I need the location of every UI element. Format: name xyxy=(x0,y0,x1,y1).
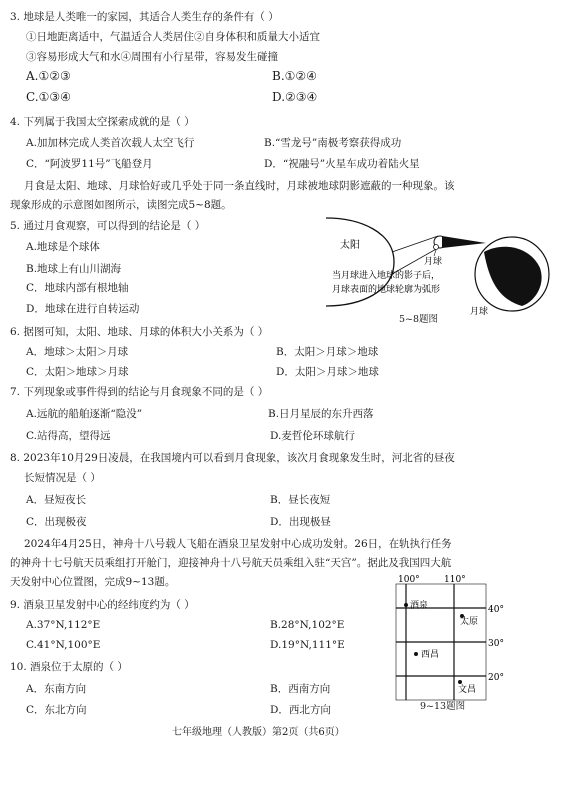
q7-option-b: B.日月星辰的东升西落 xyxy=(268,408,374,420)
moon-small-label: 月球 xyxy=(424,257,443,267)
earth-shadow xyxy=(442,236,486,248)
intro-9-13-line1: 2024年4月25日，神舟十八号载人飞船在酒泉卫星发射中心成功发射。26日，在轨执行任务 xyxy=(24,538,452,550)
q8-stem-line2: 长短情况是（ ） xyxy=(24,472,101,484)
q10-stem: 10. 酒泉位于太原的（ ） xyxy=(10,661,128,673)
map-9-13-caption: 9~13题图 xyxy=(420,701,466,712)
lat-30-label: 30° xyxy=(488,639,504,649)
q8-option-c: C．出现极夜 xyxy=(26,516,87,528)
q9-option-a: A.37°N,112°E xyxy=(26,619,101,631)
q4-option-c: C．“阿波罗11号”飞船登月 xyxy=(26,158,153,170)
q3-option-b: B.①②④ xyxy=(272,69,317,83)
q10-option-b: B．西南方向 xyxy=(270,683,331,695)
jiuquan-label: 酒泉 xyxy=(410,601,429,611)
page-footer: 七年级地理（人教版）第2页（共6页） xyxy=(172,727,345,738)
q7-option-a: A.远航的船舶逐渐“隐没” xyxy=(26,408,143,420)
q9-option-c: C.41°N,100°E xyxy=(26,639,101,651)
q9-option-b: B.28°N,102°E xyxy=(270,619,345,631)
q7-option-c: C.站得高，望得远 xyxy=(26,430,111,442)
q7-stem: 7. 下列现象或事件得到的结论与月食现象不同的是（ ） xyxy=(10,386,269,398)
q3-statement-line1: ①日地距离适中，气温适合人类居住②自身体积和质量大小适宜 xyxy=(26,31,320,43)
q6-option-b: B．太阳＞月球＞地球 xyxy=(276,346,379,358)
q10-option-a: A．东南方向 xyxy=(26,683,87,695)
q4-option-d: D．“祝融号”火星车成功着陆火星 xyxy=(264,158,420,170)
intro-9-13-line2: 的神舟十七号航天员乘组打开舱门，迎接神舟十八号航天员乘组入驻“天宫”。据此及我国四大航 xyxy=(10,557,452,569)
launch-center-map xyxy=(382,572,504,712)
q10-option-d: D．西北方向 xyxy=(270,704,331,716)
q5-option-c: C．地球内部有根地轴 xyxy=(26,282,129,294)
q4-option-b: B.“雪龙号”南极考察获得成功 xyxy=(264,137,402,149)
fig-5-8-caption: 5~8题图 xyxy=(399,314,439,325)
eclipse-note-line1: 当月球进入地球的影子后， xyxy=(332,271,441,281)
lat-20-label: 20° xyxy=(488,673,504,683)
lon-110-label: 110° xyxy=(444,575,466,585)
q7-option-d: D.麦哲伦环球航行 xyxy=(270,430,355,442)
q4-option-a: A.加加林完成人类首次载人太空飞行 xyxy=(26,137,195,149)
q3-option-d: D.②③④ xyxy=(272,90,318,104)
q3-statement-line2: ③容易形成大气和水④周围有小行星带，容易发生碰撞 xyxy=(26,51,278,63)
q5-option-d: D．地球在进行自转运动 xyxy=(26,303,140,315)
q5-option-a: A.地球是个球体 xyxy=(26,241,100,253)
moon-label: 月球 xyxy=(470,307,489,317)
q9-option-d: D.19°N,111°E xyxy=(270,639,345,651)
q6-option-d: D．太阳＞月球＞地球 xyxy=(276,366,379,378)
lunar-eclipse-diagram xyxy=(326,216,566,326)
sun-label: 太阳 xyxy=(340,240,360,251)
q9-stem: 9. 酒泉卫星发射中心的经纬度约为（ ） xyxy=(10,599,195,611)
q8-option-b: B．昼长夜短 xyxy=(270,494,331,506)
intro-5-8-line2: 现象形成的示意图如图所示，读图完成5~8题。 xyxy=(10,199,232,211)
q6-option-c: C．太阳＞地球＞月球 xyxy=(26,366,129,378)
intro-9-13-line3: 天发射中心位置图，完成9~13题。 xyxy=(10,576,176,588)
eclipse-note-line2: 月球表面的地球轮廓为弧形 xyxy=(332,285,441,295)
q4-stem: 4. 下列属于我国太空探索成就的是（ ） xyxy=(10,116,195,128)
lat-40-label: 40° xyxy=(488,605,504,615)
q3-option-a: A.①②③ xyxy=(26,69,71,83)
lon-100-label: 100° xyxy=(398,575,420,585)
wenchang-label: 文昌 xyxy=(458,685,477,695)
q8-option-d: D．出现极昼 xyxy=(270,516,331,528)
q3-option-c: C.①③④ xyxy=(26,90,71,104)
q8-option-a: A．昼短夜长 xyxy=(26,494,87,506)
q3-stem: 3. 地球是人类唯一的家园，其适合人类生存的条件有（ ） xyxy=(10,11,279,23)
q5-stem: 5. 通过月食观察，可以得到的结论是（ ） xyxy=(10,220,206,232)
intro-5-8-line1: 月食是太阳、地球、月球恰好或几乎处于同一条直线时，月球被地球阴影遮蔽的一种现象。该 xyxy=(24,180,455,192)
q5-option-b: B.地球上有山川湖海 xyxy=(26,263,122,275)
q6-stem: 6. 据图可知，太阳、地球、月球的体积大小关系为（ ） xyxy=(10,326,269,338)
q8-stem-line1: 8. 2023年10月29日凌晨，在我国境内可以看到月食现象，该次月食现象发生时，河北省的昼夜 xyxy=(10,452,455,464)
taiyuan-label: 太原 xyxy=(460,617,479,627)
q6-option-a: A．地球＞太阳＞月球 xyxy=(26,346,129,358)
xichang-label: 西昌 xyxy=(421,650,440,660)
q10-option-c: C．东北方向 xyxy=(26,704,87,716)
